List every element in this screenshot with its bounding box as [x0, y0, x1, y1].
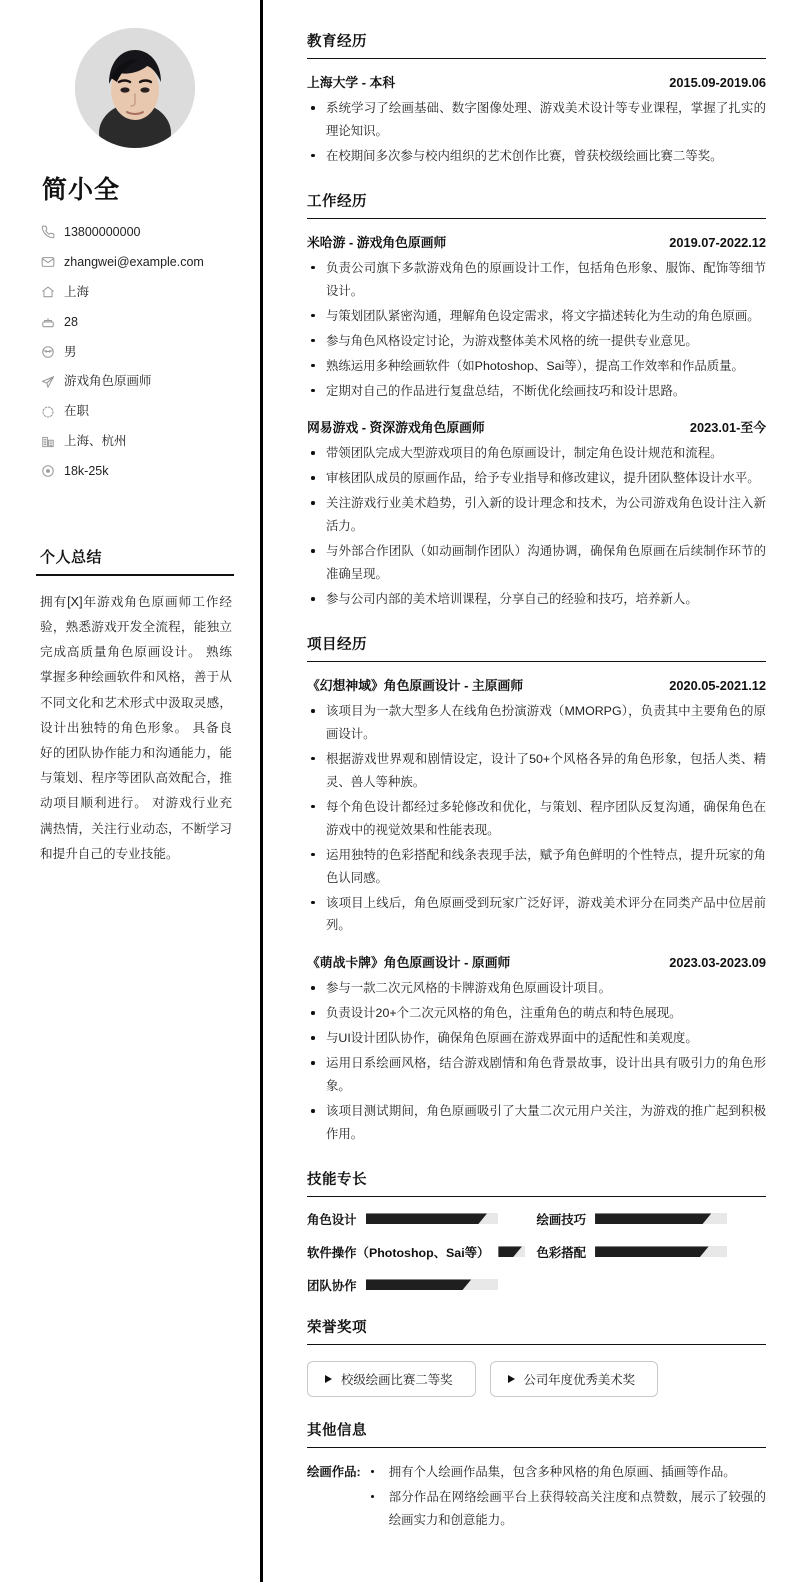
- skill-label: 绘画技巧: [536, 1212, 587, 1227]
- skill-row-teamwork: [307, 1276, 766, 1294]
- education-entry: [307, 72, 766, 168]
- section-skills: [307, 1168, 766, 1294]
- building-icon: [40, 434, 55, 449]
- bullet-item: 熟练运用多种绘画软件（如Photoshop、Sai等），提高工作效率和作品质量。: [307, 355, 766, 378]
- award-label: 公司年度优秀美术奖: [523, 1372, 636, 1387]
- sidebar: [0, 0, 263, 1582]
- entry-title: 《萌战卡牌》角色原画设计 - 原画师: [307, 955, 511, 971]
- award-label: 校级绘画比赛二等奖: [341, 1372, 453, 1387]
- other-key: 绘画作品:: [307, 1464, 361, 1479]
- entry-title: 上海大学 - 本科: [307, 75, 396, 90]
- section-heading-awards: 荣誉奖项: [307, 1316, 766, 1345]
- section-heading-other: 其他信息: [307, 1419, 766, 1448]
- refresh-icon: [40, 404, 55, 419]
- contact-location-value: 上海: [64, 284, 90, 299]
- contact-cities-value: 上海、杭州: [64, 434, 127, 449]
- section-heading-work: 工作经历: [307, 190, 766, 219]
- contact-status-value: 在职: [64, 404, 90, 419]
- skill-row-role-design: [307, 1210, 537, 1228]
- skill-label: 色彩搭配: [536, 1245, 587, 1260]
- main-column: [263, 0, 794, 1582]
- skill-fill: [595, 1246, 709, 1257]
- entry-title: 网易游戏 - 资深游戏角色原画师: [307, 420, 485, 436]
- skill-label: 团队协作: [307, 1278, 357, 1293]
- bullet-item: 与UI设计团队协作，确保角色原画在游戏界面中的适配性和美观度。: [307, 1027, 766, 1050]
- skill-fill: [595, 1213, 711, 1224]
- award-chip[interactable]: [307, 1361, 476, 1397]
- avatar-photo-icon: [75, 28, 195, 148]
- section-education: [307, 30, 766, 168]
- contact-cities: [36, 433, 234, 450]
- bullet-item: 系统学习了绘画基础、数字图像处理、游戏美术设计等专业课程，掌握了扎实的理论知识。: [307, 97, 766, 143]
- bullet-item: 该项目上线后，角色原画受到玩家广泛好评，游戏美术评分在同类产品中位居前列。: [307, 892, 766, 938]
- section-awards: [307, 1316, 766, 1397]
- bullet-item: 该项目测试期间，角色原画吸引了大量二次元用户关注，为游戏的推广起到积极作用。: [307, 1100, 766, 1146]
- cake-icon: [40, 315, 55, 330]
- avatar-wrap: [36, 28, 234, 148]
- skill-row-software: [307, 1243, 537, 1261]
- project-entry: [307, 675, 766, 937]
- entry-date: 2015.09-2019.06: [669, 75, 766, 90]
- bullet-item: 负责设计20+个二次元风格的角色，注重角色的萌点和特色展现。: [307, 1002, 766, 1025]
- contact-email: [36, 254, 234, 271]
- contact-age: [36, 314, 234, 331]
- contact-email-value: zhangwei@example.com: [64, 254, 204, 269]
- entry-head: [307, 72, 766, 91]
- bullet-item: 每个角色设计都经过多轮修改和优化，与策划、程序团队反复沟通，确保角色在游戏中的视觉效果和性能表现。: [307, 796, 766, 842]
- bullet-item: 参与角色风格设定讨论，为游戏整体美术风格的统一提供专业意见。: [307, 330, 766, 353]
- skill-track: [595, 1246, 727, 1257]
- contact-phone-value: 13800000000: [64, 225, 141, 239]
- section-other-info: [307, 1419, 766, 1534]
- bullet-item: 参与一款二次元风格的卡牌游戏角色原画设计项目。: [307, 977, 766, 1000]
- skill-grid: [307, 1210, 766, 1294]
- bullet-item: 与外部合作团队（如动画制作团队）沟通协调，确保角色原画在后续制作环节的准确呈现。: [307, 540, 766, 586]
- entry-title: 米哈游 - 游戏角色原画师: [307, 234, 447, 250]
- bullet-item: 关注游戏行业美术趋势，引入新的设计理念和技术，为公司游戏角色设计注入新活力。: [307, 492, 766, 538]
- skill-fill: [498, 1246, 521, 1257]
- target-icon: [40, 464, 55, 479]
- section-heading-skills: 技能专长: [307, 1168, 766, 1197]
- contact-age-value: 28: [64, 314, 78, 329]
- contact-salary-value: 18k-25k: [64, 464, 109, 478]
- contact-gender-value: 男: [64, 344, 77, 359]
- skill-row-color: [537, 1243, 767, 1261]
- award-chip[interactable]: [490, 1361, 659, 1397]
- section-heading-education: 教育经历: [307, 30, 766, 59]
- bullet-item: 部分作品在网络绘画平台上获得较高关注度和点赞数，展示了较强的绘画实力和创意能力。: [367, 1486, 766, 1532]
- skill-row-painting: [537, 1210, 767, 1228]
- other-row: [307, 1461, 766, 1534]
- paper-plane-icon: [40, 374, 55, 389]
- bullet-item: 该项目为一款大型多人在线角色扮演游戏（MMORPG），负责其中主要角色的原画设计。: [307, 700, 766, 746]
- phone-icon: [40, 225, 55, 240]
- skill-fill: [366, 1279, 472, 1290]
- entry-date: 2023.03-2023.09: [669, 955, 766, 971]
- summary-section: [36, 546, 234, 867]
- contact-location: [36, 284, 234, 301]
- play-triangle-icon: [508, 1375, 515, 1383]
- contact-salary: [36, 463, 234, 480]
- contact-position-value: 游戏角色原画师: [64, 374, 152, 389]
- play-triangle-icon: [325, 1375, 332, 1383]
- contact-status: [36, 403, 234, 420]
- entry-head: [307, 417, 766, 436]
- skill-label: 角色设计: [307, 1212, 357, 1227]
- summary-heading: 个人总结: [36, 546, 234, 576]
- award-list: [307, 1358, 766, 1397]
- skill-track: [595, 1213, 727, 1224]
- envelope-icon: [40, 255, 55, 270]
- bullet-list: [307, 977, 766, 1146]
- bullet-item: 拥有个人绘画作品集，包含多种风格的角色原画、插画等作品。: [367, 1461, 766, 1484]
- bullet-item: 在校期间多次参与校内组织的艺术创作比赛，曾获校级绘画比赛二等奖。: [307, 145, 766, 168]
- person-name: 简小全: [42, 176, 121, 204]
- bullet-item: 运用独特的色彩搭配和线条表现手法，赋予角色鲜明的个性特点，提升玩家的角色认同感。: [307, 844, 766, 890]
- contact-phone: [36, 224, 234, 241]
- bullet-item: 负责公司旗下多款游戏角色的原画设计工作，包括角色形象、服饰、配饰等细节设计。: [307, 257, 766, 303]
- contact-position: [36, 373, 234, 390]
- bullet-item: 带领团队完成大型游戏项目的角色原画设计，制定角色设计规范和流程。: [307, 442, 766, 465]
- skill-label: 软件操作（Photoshop、Sai等）: [307, 1245, 490, 1260]
- bullet-item: 根据游戏世界观和剧情设定，设计了50+个风格各异的角色形象，包括人类、精灵、兽人等种族。: [307, 748, 766, 794]
- entry-date: 2023.01-至今: [689, 420, 766, 436]
- bullet-list: [307, 700, 766, 937]
- skill-track: [366, 1279, 498, 1290]
- bullet-list: [307, 442, 766, 611]
- skill-track: [366, 1213, 498, 1224]
- skill-fill: [366, 1213, 487, 1224]
- work-entry: [307, 232, 766, 403]
- bullet-item: 定期对自己的作品进行复盘总结，不断优化绘画技巧和设计思路。: [307, 380, 766, 403]
- bullet-item: 参与公司内部的美术培训课程，分享自己的经验和技巧，培养新人。: [307, 588, 766, 611]
- other-body: [367, 1461, 766, 1534]
- section-heading-projects: 项目经历: [307, 633, 766, 662]
- work-entry: [307, 417, 766, 611]
- summary-text: 拥有[X]年游戏角色原画师工作经验，熟悉游戏开发全流程，能独立完成高质量角色原画设计。 熟练掌握多种绘画软件和风格，善于从不同文化和艺术形式中汲取灵感，设计出独特的角色形象。 具备良好的团队协作能力和沟通能力，能与策划、程序等团队高效配合，推动项目顺利进行。 对游戏行业充满热情，关注行业动态，不断学习和提升自己的专业技能。: [40, 594, 232, 861]
- entry-title: 《幻想神域》角色原画设计 - 主原画师: [307, 678, 524, 693]
- bullet-item: 审核团队成员的原画作品，给予专业指导和修改建议，提升团队整体设计水平。: [307, 467, 766, 490]
- skill-track: [498, 1246, 524, 1257]
- contact-gender: [36, 344, 234, 361]
- section-projects: [307, 633, 766, 1146]
- bullet-list: [367, 1461, 766, 1532]
- entry-date: 2019.07-2022.12: [669, 234, 766, 250]
- bullet-item: 运用日系绘画风格，结合游戏剧情和角色背景故事，设计出具有吸引力的角色形象。: [307, 1052, 766, 1098]
- entry-head: [307, 675, 766, 694]
- home-icon: [40, 285, 55, 300]
- bullet-list: [307, 257, 766, 403]
- section-work: [307, 190, 766, 611]
- contact-list: [36, 224, 234, 480]
- project-entry: [307, 952, 766, 1146]
- avatar: [75, 28, 195, 148]
- bullet-list: [307, 97, 766, 168]
- entry-date: 2020.05-2021.12: [669, 678, 766, 693]
- entry-head: [307, 952, 766, 971]
- gender-icon: [40, 344, 55, 359]
- bullet-item: 与策划团队紧密沟通，理解角色设定需求，将文字描述转化为生动的角色原画。: [307, 305, 766, 328]
- entry-head: [307, 232, 766, 251]
